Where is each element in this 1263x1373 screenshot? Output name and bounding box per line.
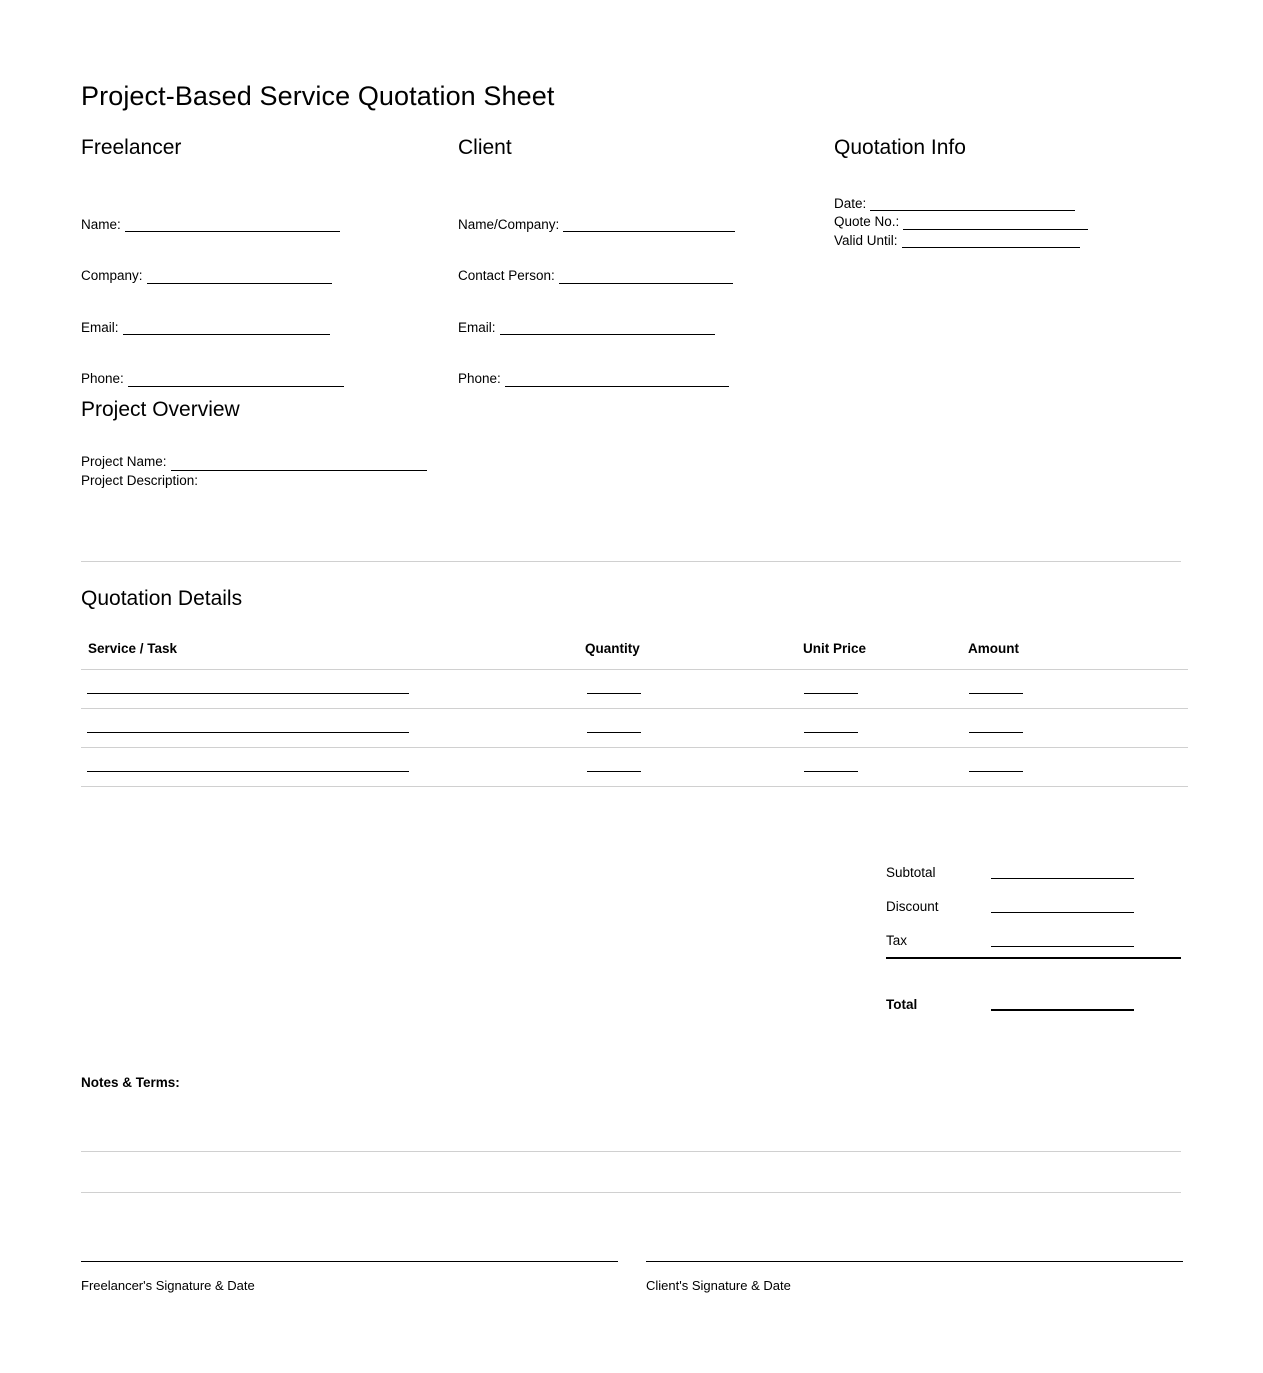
project-name-label: Project Name: <box>81 453 167 469</box>
freelancer-heading: Freelancer <box>81 135 182 159</box>
subtotal-input[interactable] <box>991 862 1134 879</box>
quotation-document <box>81 0 1181 1321</box>
client-contact-person-input[interactable] <box>559 270 733 284</box>
freelancer-company-label: Company: <box>81 268 143 284</box>
table-row <box>81 709 1188 748</box>
quotation-date-row <box>834 196 1184 212</box>
freelancer-name-input[interactable] <box>125 218 340 232</box>
freelancer-name-row <box>81 217 441 233</box>
discount-label: Discount <box>886 898 939 914</box>
table-row <box>81 748 1188 787</box>
cell-service[interactable] <box>81 670 585 709</box>
service-input[interactable] <box>87 732 409 733</box>
quotation-info-section <box>834 136 1184 252</box>
table-header-row <box>81 641 1188 670</box>
column-header-amount: Amount <box>968 641 1188 670</box>
service-input[interactable] <box>87 693 409 694</box>
client-fields <box>458 217 838 387</box>
service-input[interactable] <box>87 771 409 772</box>
quantity-input[interactable] <box>587 771 641 772</box>
cell-quantity[interactable] <box>585 748 803 787</box>
notes-writing-line <box>81 1151 1181 1152</box>
notes-writing-line <box>81 1192 1181 1193</box>
amount-input[interactable] <box>969 693 1023 694</box>
freelancer-name-label: Name: <box>81 216 121 232</box>
quotation-date-label: Date: <box>834 195 867 211</box>
quotation-valid-until-label: Valid Until: <box>834 232 898 248</box>
quotation-number-label: Quote No.: <box>834 214 900 230</box>
parties-header <box>81 136 1181 398</box>
tax-input[interactable] <box>991 930 1134 947</box>
cell-service[interactable] <box>81 748 585 787</box>
quotation-number-input[interactable] <box>903 216 1088 230</box>
quotation-date-input[interactable] <box>870 197 1075 211</box>
discount-row <box>886 879 1181 913</box>
project-description-label: Project Description: <box>81 473 199 489</box>
subtotal-row <box>886 845 1181 879</box>
freelancer-email-label: Email: <box>81 319 119 335</box>
client-section <box>458 136 838 423</box>
project-name-row <box>81 452 1181 472</box>
client-name-company-input[interactable] <box>563 218 735 232</box>
section-divider <box>81 561 1181 562</box>
client-email-row <box>458 320 838 336</box>
client-heading: Client <box>458 135 512 159</box>
totals-section <box>886 845 1181 1011</box>
client-phone-row <box>458 371 838 387</box>
client-phone-label: Phone: <box>458 371 501 387</box>
cell-amount[interactable] <box>968 670 1188 709</box>
freelancer-phone-label: Phone: <box>81 371 124 387</box>
client-email-input[interactable] <box>500 321 715 335</box>
freelancer-signature-caption: Freelancer's Signature & Date <box>81 1278 255 1293</box>
client-signature-block <box>646 1261 1183 1293</box>
cell-quantity[interactable] <box>585 709 803 748</box>
quantity-input[interactable] <box>587 732 641 733</box>
freelancer-signature-block <box>81 1261 618 1293</box>
client-signature-caption: Client's Signature & Date <box>646 1278 791 1293</box>
cell-quantity[interactable] <box>585 670 803 709</box>
project-overview-heading: Project Overview <box>81 397 240 421</box>
quantity-input[interactable] <box>587 693 641 694</box>
project-name-input[interactable] <box>171 457 427 471</box>
freelancer-company-input[interactable] <box>147 270 332 284</box>
page-title: Project-Based Service Quotation Sheet <box>81 81 555 111</box>
tax-row <box>886 913 1181 947</box>
amount-input[interactable] <box>969 732 1023 733</box>
quotation-valid-until-row <box>834 233 1184 249</box>
column-header-unit-price: Unit Price <box>803 641 968 670</box>
table-body <box>81 670 1188 787</box>
freelancer-fields <box>81 217 441 387</box>
client-email-label: Email: <box>458 319 496 335</box>
freelancer-section <box>81 136 441 423</box>
table-row <box>81 670 1188 709</box>
subtotal-label: Subtotal <box>886 864 936 880</box>
freelancer-email-row <box>81 320 441 336</box>
amount-input[interactable] <box>969 771 1023 772</box>
unit-price-input[interactable] <box>804 732 858 733</box>
client-phone-input[interactable] <box>505 373 729 387</box>
freelancer-company-row <box>81 268 441 284</box>
freelancer-signature-line[interactable] <box>81 1261 618 1262</box>
client-contact-person-label: Contact Person: <box>458 268 555 284</box>
column-header-service: Service / Task <box>81 641 585 670</box>
cell-amount[interactable] <box>968 748 1188 787</box>
discount-input[interactable] <box>991 896 1134 913</box>
client-name-company-row <box>458 217 838 233</box>
total-label: Total <box>886 996 918 1012</box>
quotation-details-table <box>81 641 1188 787</box>
total-input[interactable] <box>991 993 1134 1011</box>
client-contact-person-row <box>458 268 838 284</box>
quotation-details-heading: Quotation Details <box>81 586 243 610</box>
cell-unit-price[interactable] <box>803 670 968 709</box>
quotation-info-fields <box>834 196 1184 249</box>
cell-unit-price[interactable] <box>803 748 968 787</box>
client-signature-line[interactable] <box>646 1261 1183 1262</box>
column-header-quantity: Quantity <box>585 641 803 670</box>
cell-unit-price[interactable] <box>803 709 968 748</box>
freelancer-email-input[interactable] <box>123 321 330 335</box>
cell-amount[interactable] <box>968 709 1188 748</box>
total-row <box>886 957 1181 1011</box>
quotation-info-heading: Quotation Info <box>834 135 966 159</box>
quotation-valid-until-input[interactable] <box>902 234 1080 248</box>
unit-price-input[interactable] <box>804 771 858 772</box>
table-header <box>81 641 1188 670</box>
freelancer-phone-input[interactable] <box>128 373 344 387</box>
notes-terms-title: Notes & Terms: <box>81 1075 180 1090</box>
quotation-number-row <box>834 214 1184 230</box>
tax-label: Tax <box>886 932 908 948</box>
unit-price-input[interactable] <box>804 693 858 694</box>
project-description-row <box>81 471 1181 491</box>
client-name-company-label: Name/Company: <box>458 216 560 232</box>
freelancer-phone-row <box>81 371 441 387</box>
signatures-section <box>81 1261 1181 1321</box>
cell-service[interactable] <box>81 709 585 748</box>
